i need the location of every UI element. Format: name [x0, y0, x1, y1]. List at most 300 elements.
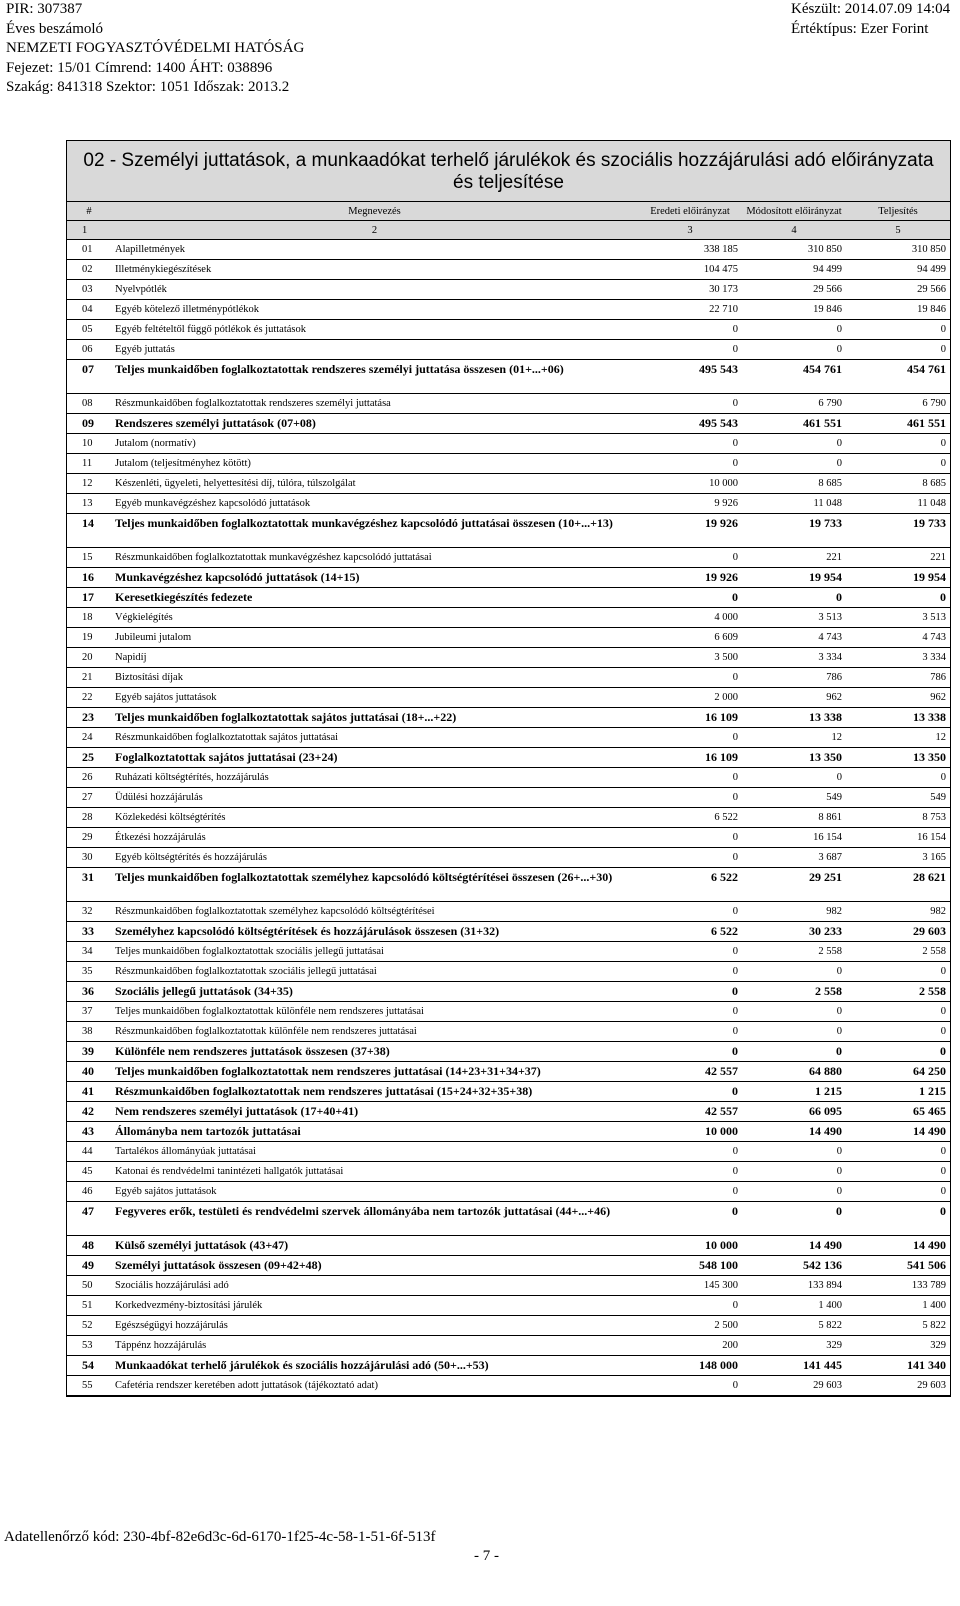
table-row	[67, 808, 950, 828]
original-appropriation: 0	[638, 668, 742, 688]
modified-appropriation: 0	[742, 1022, 846, 1042]
row-code: 15	[67, 548, 111, 568]
modified-appropriation: 3 513	[742, 608, 846, 628]
column-number: 1	[67, 221, 111, 240]
original-appropriation: 42 557	[638, 1062, 742, 1082]
row-code: 01	[67, 240, 111, 260]
row-code: 05	[67, 320, 111, 340]
modified-appropriation: 786	[742, 668, 846, 688]
modified-appropriation: 542 136	[742, 1256, 846, 1276]
page-number: - 7 -	[474, 1548, 499, 1564]
original-appropriation: 19 926	[638, 514, 742, 548]
row-code: 46	[67, 1182, 111, 1202]
original-appropriation: 0	[638, 1376, 742, 1396]
modified-appropriation: 29 566	[742, 280, 846, 300]
row-code: 06	[67, 340, 111, 360]
row-code: 32	[67, 902, 111, 922]
row-label: Teljes munkaidőben foglalkoztatottak szociális jellegű juttatásai	[111, 942, 638, 962]
pir-line: PIR: 307387	[6, 1, 83, 17]
row-code: 36	[67, 982, 111, 1002]
modified-appropriation: 11 048	[742, 494, 846, 514]
modified-appropriation: 0	[742, 1202, 846, 1236]
performance: 19 846	[846, 300, 950, 320]
row-label: Részmunkaidőben foglalkoztatottak sajátos juttatásai	[111, 728, 638, 748]
performance: 141 340	[846, 1356, 950, 1376]
performance: 16 154	[846, 828, 950, 848]
modified-appropriation: 2 558	[742, 982, 846, 1002]
performance: 0	[846, 962, 950, 982]
row-code: 55	[67, 1376, 111, 1396]
row-label: Részmunkaidőben foglalkoztatottak szociális jellegű juttatásai	[111, 962, 638, 982]
modified-appropriation: 8 685	[742, 474, 846, 494]
modified-appropriation: 29 603	[742, 1376, 846, 1396]
modified-appropriation: 3 687	[742, 848, 846, 868]
report-table	[67, 202, 950, 1396]
row-label: Részmunkaidőben foglalkoztatottak munkavégzéshez kapcsolódó juttatásai	[111, 548, 638, 568]
performance: 0	[846, 320, 950, 340]
row-code: 31	[67, 868, 111, 902]
table-row	[67, 982, 950, 1002]
modified-appropriation: 0	[742, 454, 846, 474]
modified-appropriation: 19 846	[742, 300, 846, 320]
modified-appropriation: 14 490	[742, 1122, 846, 1142]
original-appropriation: 0	[638, 1142, 742, 1162]
table-row	[67, 1336, 950, 1356]
column-header: Módosított előirányzat	[742, 202, 846, 221]
original-appropriation: 10 000	[638, 474, 742, 494]
row-label: Külső személyi juttatások (43+47)	[111, 1236, 638, 1256]
performance: 3 334	[846, 648, 950, 668]
performance: 5 822	[846, 1316, 950, 1336]
modified-appropriation: 8 861	[742, 808, 846, 828]
modified-appropriation: 29 251	[742, 868, 846, 902]
row-label: Étkezési hozzájárulás	[111, 828, 638, 848]
performance: 786	[846, 668, 950, 688]
row-label: Keresetkiegészítés fedezete	[111, 588, 638, 608]
row-label: Korkedvezmény-biztosítási járulék	[111, 1296, 638, 1316]
table-row	[67, 300, 950, 320]
modified-appropriation: 0	[742, 1182, 846, 1202]
original-appropriation: 548 100	[638, 1256, 742, 1276]
original-appropriation: 2 000	[638, 688, 742, 708]
performance: 11 048	[846, 494, 950, 514]
chapter-line: Fejezet: 15/01 Címrend: 1400 ÁHT: 038896	[6, 59, 273, 76]
original-appropriation: 0	[638, 588, 742, 608]
row-label: Alapilletmények	[111, 240, 638, 260]
performance: 19 954	[846, 568, 950, 588]
row-label: Egyéb kötelező illetménypótlékok	[111, 300, 638, 320]
table-row	[67, 340, 950, 360]
row-label: Személyhez kapcsolódó költségtérítések és hozzájárulások összesen (31+32)	[111, 922, 638, 942]
original-appropriation: 16 109	[638, 708, 742, 728]
table-row	[67, 394, 950, 414]
performance: 2 558	[846, 982, 950, 1002]
modified-appropriation: 310 850	[742, 240, 846, 260]
row-code: 45	[67, 1162, 111, 1182]
performance: 13 350	[846, 748, 950, 768]
table-row	[67, 1022, 950, 1042]
row-label: Rendszeres személyi juttatások (07+08)	[111, 414, 638, 434]
original-appropriation: 6 609	[638, 628, 742, 648]
modified-appropriation: 0	[742, 768, 846, 788]
performance: 64 250	[846, 1062, 950, 1082]
row-label: Fegyveres erők, testületi és rendvédelmi szervek állományába nem tartozók juttatásai (44+...+46)	[111, 1202, 638, 1236]
performance: 0	[846, 1142, 950, 1162]
row-label: Egészségügyi hozzájárulás	[111, 1316, 638, 1336]
modified-appropriation: 5 822	[742, 1316, 846, 1336]
modified-appropriation: 0	[742, 340, 846, 360]
row-label: Jutalom (normatív)	[111, 434, 638, 454]
row-label: Egyéb feltételtől függő pótlékok és juttatások	[111, 320, 638, 340]
performance: 14 490	[846, 1122, 950, 1142]
table-row	[67, 1236, 950, 1256]
modified-appropriation: 329	[742, 1336, 846, 1356]
row-code: 44	[67, 1142, 111, 1162]
row-code: 29	[67, 828, 111, 848]
row-code: 18	[67, 608, 111, 628]
row-code: 38	[67, 1022, 111, 1042]
table-row	[67, 320, 950, 340]
original-appropriation: 0	[638, 1162, 742, 1182]
row-code: 30	[67, 848, 111, 868]
table-row	[67, 688, 950, 708]
performance: 0	[846, 1182, 950, 1202]
original-appropriation: 0	[638, 788, 742, 808]
modified-appropriation: 64 880	[742, 1062, 846, 1082]
original-appropriation: 0	[638, 1022, 742, 1042]
row-label: Teljes munkaidőben foglalkoztatottak sajátos juttatásai (18+...+22)	[111, 708, 638, 728]
row-label: Személyi juttatások összesen (09+42+48)	[111, 1256, 638, 1276]
row-code: 19	[67, 628, 111, 648]
row-code: 12	[67, 474, 111, 494]
row-code: 08	[67, 394, 111, 414]
performance: 0	[846, 768, 950, 788]
original-appropriation: 0	[638, 1082, 742, 1102]
row-code: 11	[67, 454, 111, 474]
performance: 310 850	[846, 240, 950, 260]
column-number: 4	[742, 221, 846, 240]
row-code: 39	[67, 1042, 111, 1062]
performance: 8 753	[846, 808, 950, 828]
row-label: Nyelvpótlék	[111, 280, 638, 300]
row-code: 27	[67, 788, 111, 808]
table-row	[67, 1376, 950, 1396]
row-code: 02	[67, 260, 111, 280]
table-row	[67, 454, 950, 474]
original-appropriation: 30 173	[638, 280, 742, 300]
table-row	[67, 922, 950, 942]
original-appropriation: 495 543	[638, 414, 742, 434]
modified-appropriation: 454 761	[742, 360, 846, 394]
performance: 6 790	[846, 394, 950, 414]
performance: 13 338	[846, 708, 950, 728]
performance: 133 789	[846, 1276, 950, 1296]
table-row	[67, 1296, 950, 1316]
row-label: Részmunkaidőben foglalkoztatottak különféle nem rendszeres juttatásai	[111, 1022, 638, 1042]
original-appropriation: 0	[638, 548, 742, 568]
row-label: Közlekedési költségtérítés	[111, 808, 638, 828]
column-number-row	[67, 221, 950, 240]
table-row	[67, 1042, 950, 1062]
modified-appropriation: 549	[742, 788, 846, 808]
original-appropriation: 148 000	[638, 1356, 742, 1376]
row-label: Egyéb munkavégzéshez kapcsolódó juttatások	[111, 494, 638, 514]
performance: 19 733	[846, 514, 950, 548]
table-row	[67, 608, 950, 628]
modified-appropriation: 982	[742, 902, 846, 922]
performance: 454 761	[846, 360, 950, 394]
institution-name: NEMZETI FOGYASZTÓVÉDELMI HATÓSÁG	[6, 40, 305, 56]
row-code: 52	[67, 1316, 111, 1336]
row-code: 35	[67, 962, 111, 982]
performance: 0	[846, 434, 950, 454]
original-appropriation: 338 185	[638, 240, 742, 260]
document-header-left	[6, 0, 304, 98]
modified-appropriation: 13 338	[742, 708, 846, 728]
performance: 982	[846, 902, 950, 922]
row-label: Foglalkoztatottak sajátos juttatásai (23+24)	[111, 748, 638, 768]
original-appropriation: 0	[638, 828, 742, 848]
performance: 3 513	[846, 608, 950, 628]
column-header: #	[67, 202, 111, 221]
row-code: 47	[67, 1202, 111, 1236]
row-label: Munkaadókat terhelő járulékok és szociális hozzájárulási adó (50+...+53)	[111, 1356, 638, 1376]
original-appropriation: 6 522	[638, 808, 742, 828]
original-appropriation: 0	[638, 320, 742, 340]
row-code: 37	[67, 1002, 111, 1022]
table-row	[67, 494, 950, 514]
row-label: Szociális jellegű juttatások (34+35)	[111, 982, 638, 1002]
table-row	[67, 414, 950, 434]
performance: 1 215	[846, 1082, 950, 1102]
modified-appropriation: 30 233	[742, 922, 846, 942]
table-row	[67, 1102, 950, 1122]
table-row	[67, 548, 950, 568]
table-row	[67, 1162, 950, 1182]
modified-appropriation: 0	[742, 434, 846, 454]
row-label: Cafetéria rendszer keretében adott juttatások (tájékoztató adat)	[111, 1376, 638, 1396]
modified-appropriation: 2 558	[742, 942, 846, 962]
table-row	[67, 942, 950, 962]
table-row	[67, 668, 950, 688]
row-label: Állományba nem tartozók juttatásai	[111, 1122, 638, 1142]
row-code: 03	[67, 280, 111, 300]
performance: 221	[846, 548, 950, 568]
table-title: 02 - Személyi juttatások, a munkaadókat terhelő járulékok és szociális hozzájárulási adó előirányzata és teljesítése	[67, 141, 950, 202]
original-appropriation: 6 522	[638, 868, 742, 902]
row-label: Egyéb sajátos juttatások	[111, 688, 638, 708]
row-label: Teljes munkaidőben foglalkoztatottak nem rendszeres juttatásai (14+23+31+34+37)	[111, 1062, 638, 1082]
performance: 329	[846, 1336, 950, 1356]
row-label: Ruházati költségtérítés, hozzájárulás	[111, 768, 638, 788]
column-number: 2	[111, 221, 638, 240]
table-row	[67, 648, 950, 668]
row-code: 51	[67, 1296, 111, 1316]
table-row	[67, 708, 950, 728]
original-appropriation: 0	[638, 434, 742, 454]
performance: 0	[846, 1162, 950, 1182]
modified-appropriation: 0	[742, 1002, 846, 1022]
modified-appropriation: 6 790	[742, 394, 846, 414]
table-row	[67, 360, 950, 394]
column-header: Megnevezés	[111, 202, 638, 221]
modified-appropriation: 14 490	[742, 1236, 846, 1256]
performance: 0	[846, 1002, 950, 1022]
table-row	[67, 568, 950, 588]
table-row	[67, 1276, 950, 1296]
modified-appropriation: 0	[742, 1142, 846, 1162]
table-row	[67, 588, 950, 608]
performance: 14 490	[846, 1236, 950, 1256]
performance: 1 400	[846, 1296, 950, 1316]
row-label: Egyéb sajátos juttatások	[111, 1182, 638, 1202]
original-appropriation: 145 300	[638, 1276, 742, 1296]
column-header: Teljesítés	[846, 202, 950, 221]
row-label: Illetménykiegészítések	[111, 260, 638, 280]
row-label: Katonai és rendvédelmi tanintézeti hallgatók juttatásai	[111, 1162, 638, 1182]
row-label: Tartalékos állományúak juttatásai	[111, 1142, 638, 1162]
row-code: 24	[67, 728, 111, 748]
table-row	[67, 868, 950, 902]
report-type-line: Éves beszámoló	[6, 20, 104, 37]
table-row	[67, 962, 950, 982]
modified-appropriation: 0	[742, 320, 846, 340]
row-label: Táppénz hozzájárulás	[111, 1336, 638, 1356]
performance: 28 621	[846, 868, 950, 902]
performance: 12	[846, 728, 950, 748]
row-code: 09	[67, 414, 111, 434]
table-row	[67, 1256, 950, 1276]
table-row	[67, 728, 950, 748]
row-code: 14	[67, 514, 111, 548]
modified-appropriation: 141 445	[742, 1356, 846, 1376]
row-label: Teljes munkaidőben foglalkoztatottak munkavégzéshez kapcsolódó juttatásai összesen (10+...+13)	[111, 514, 638, 548]
row-label: Nem rendszeres személyi juttatások (17+40+41)	[111, 1102, 638, 1122]
row-label: Részmunkaidőben foglalkoztatottak rendszeres személyi juttatása	[111, 394, 638, 414]
table-row	[67, 280, 950, 300]
row-label: Biztosítási díjak	[111, 668, 638, 688]
original-appropriation: 10 000	[638, 1236, 742, 1256]
table-row	[67, 514, 950, 548]
original-appropriation: 0	[638, 848, 742, 868]
row-code: 43	[67, 1122, 111, 1142]
original-appropriation: 104 475	[638, 260, 742, 280]
modified-appropriation: 221	[742, 548, 846, 568]
performance: 541 506	[846, 1256, 950, 1276]
table-row	[67, 848, 950, 868]
table-row	[67, 1082, 950, 1102]
performance: 4 743	[846, 628, 950, 648]
table-row	[67, 1182, 950, 1202]
modified-appropriation: 0	[742, 1042, 846, 1062]
row-code: 17	[67, 588, 111, 608]
performance: 962	[846, 688, 950, 708]
column-number: 3	[638, 221, 742, 240]
table-row	[67, 1316, 950, 1336]
sector-line: Szakág: 841318 Szektor: 1051 Időszak: 2013.2	[6, 79, 290, 95]
modified-appropriation: 133 894	[742, 1276, 846, 1296]
modified-appropriation: 16 154	[742, 828, 846, 848]
table-row	[67, 1356, 950, 1376]
table-row	[67, 240, 950, 260]
column-header-row	[67, 202, 950, 221]
original-appropriation: 200	[638, 1336, 742, 1356]
row-code: 34	[67, 942, 111, 962]
performance: 0	[846, 1202, 950, 1236]
modified-appropriation: 0	[742, 588, 846, 608]
performance: 0	[846, 340, 950, 360]
performance: 8 685	[846, 474, 950, 494]
modified-appropriation: 0	[742, 1162, 846, 1182]
row-code: 53	[67, 1336, 111, 1356]
original-appropriation: 495 543	[638, 360, 742, 394]
modified-appropriation: 94 499	[742, 260, 846, 280]
row-code: 25	[67, 748, 111, 768]
table-row	[67, 1062, 950, 1082]
modified-appropriation: 12	[742, 728, 846, 748]
original-appropriation: 0	[638, 768, 742, 788]
original-appropriation: 2 500	[638, 1316, 742, 1336]
row-code: 23	[67, 708, 111, 728]
row-label: Egyéb költségtérítés és hozzájárulás	[111, 848, 638, 868]
modified-appropriation: 4 743	[742, 628, 846, 648]
row-code: 40	[67, 1062, 111, 1082]
original-appropriation: 0	[638, 1296, 742, 1316]
table-row	[67, 260, 950, 280]
column-header: Eredeti előirányzat	[638, 202, 742, 221]
modified-appropriation: 1 215	[742, 1082, 846, 1102]
row-label: Munkavégzéshez kapcsolódó juttatások (14+15)	[111, 568, 638, 588]
performance: 0	[846, 1022, 950, 1042]
row-label: Végkielégítés	[111, 608, 638, 628]
row-code: 33	[67, 922, 111, 942]
original-appropriation: 22 710	[638, 300, 742, 320]
row-code: 48	[67, 1236, 111, 1256]
original-appropriation: 0	[638, 982, 742, 1002]
row-code: 41	[67, 1082, 111, 1102]
row-label: Részmunkaidőben foglalkoztatottak személyhez kapcsolódó költségtérítései	[111, 902, 638, 922]
performance: 3 165	[846, 848, 950, 868]
original-appropriation: 0	[638, 340, 742, 360]
row-label: Teljes munkaidőben foglalkoztatottak rendszeres személyi juttatása összesen (01+...+06)	[111, 360, 638, 394]
original-appropriation: 0	[638, 942, 742, 962]
modified-appropriation: 0	[742, 962, 846, 982]
performance: 0	[846, 588, 950, 608]
original-appropriation: 0	[638, 1002, 742, 1022]
modified-appropriation: 3 334	[742, 648, 846, 668]
report-table-box	[66, 140, 951, 1397]
row-label: Üdülési hozzájárulás	[111, 788, 638, 808]
row-code: 50	[67, 1276, 111, 1296]
table-row	[67, 788, 950, 808]
modified-appropriation: 1 400	[742, 1296, 846, 1316]
original-appropriation: 19 926	[638, 568, 742, 588]
data-check-code: Adatellenőrző kód: 230-4bf-82e6d3c-6d-6170-1f25-4c-58-1-51-6f-513f	[4, 1529, 436, 1545]
row-label: Teljes munkaidőben foglalkoztatottak személyhez kapcsolódó költségtérítései összesen (26+...+30)	[111, 868, 638, 902]
row-code: 22	[67, 688, 111, 708]
performance: 29 603	[846, 922, 950, 942]
table-row	[67, 1002, 950, 1022]
original-appropriation: 0	[638, 1202, 742, 1236]
performance: 0	[846, 1042, 950, 1062]
original-appropriation: 0	[638, 1182, 742, 1202]
row-code: 20	[67, 648, 111, 668]
modified-appropriation: 19 733	[742, 514, 846, 548]
row-code: 28	[67, 808, 111, 828]
row-code: 42	[67, 1102, 111, 1122]
performance: 94 499	[846, 260, 950, 280]
performance: 0	[846, 454, 950, 474]
